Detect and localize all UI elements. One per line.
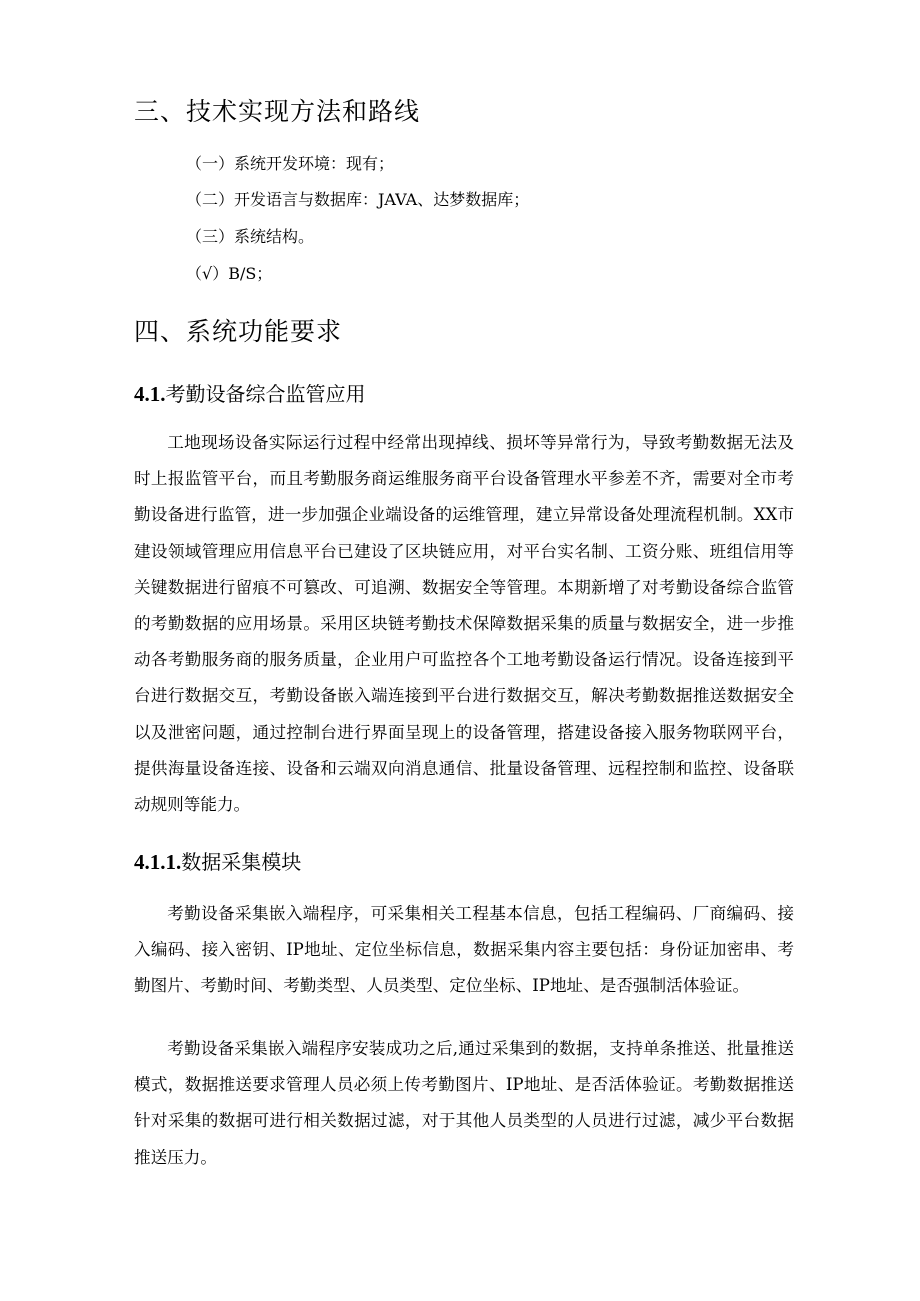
subsection-4-1-1-heading xyxy=(134,848,301,876)
subsection-4-1-1-paragraph-2: 考勤设备采集嵌入端程序安装成功之后,通过采集到的数据，支持单条推送、批量推送模式，数据推送要求管理人员必须上传考勤图片、IP地址、是否活体验证。考勤数据推送针对采集的数据可进行相关数据过滤，对于其他人员类型的人员进行过滤，减少平台数据推送压力。 xyxy=(134,1039,794,1167)
subsection-4-1-number: 4.1. xyxy=(134,382,166,406)
list-item-system-structure: （三）系统结构。 xyxy=(186,227,315,246)
subsection-4-1-title: 考勤设备综合监管应用 xyxy=(165,382,366,406)
subsection-4-1-1-title: 数据采集模块 xyxy=(181,850,302,874)
subsection-4-1-1-number: 4.1.1. xyxy=(134,850,182,874)
list-item-dev-environment: （一）系统开发环境：现有； xyxy=(186,154,395,173)
list-item-bs: （√）B/S； xyxy=(186,264,273,283)
subsection-4-1-1-paragraph-1: 考勤设备采集嵌入端程序，可采集相关工程基本信息，包括工程编码、厂商编码、接入编码、接入密钥、IP地址、定位坐标信息，数据采集内容主要包括：身份证加密串、考勤图片、考勤时间、考勤类型、人员类型、定位坐标、IP地址、是否强制活体验证。 xyxy=(134,904,794,996)
section-4-heading: 四、系统功能要求 xyxy=(134,317,343,346)
list-item-language-database: （二）开发语言与数据库：JAVA、达梦数据库； xyxy=(186,190,530,209)
section-3-heading: 三、技术实现方法和路线 xyxy=(134,97,421,126)
subsection-4-1-paragraph: 工地现场设备实际运行过程中经常出现掉线、损坏等异常行为，导致考勤数据无法及时上报监管平台，而且考勤服务商运维服务商平台设备管理水平参差不齐，需要对全市考勤设备进行监管，进一步加强企业端设备的运维管理，建立异常设备处理流程机制。XX市建设领域管理应用信息平台已建设了区块链应用，对平台实名制、工资分账、班组信用等关键数据进行留痕不可篡改、可追溯、数据安全等管理。本期新增了对考勤设备综合监管的考勤数据的应用场景。采用区块链考勤技术保障数据采集的质量与数据安全，进一步推动各考勤服务商的服务质量，企业用户可监控各个工地考勤设备运行情况。设备连接到平台进行数据交互，考勤设备嵌入端连接到平台进行数据交互，解决考勤数据推送数据安全以及泄密问题，通过控制台进行界面呈现上的设备管理，搭建设备接入服务物联网平台，提供海量设备连接、设备和云端双向消息通信、批量设备管理、远程控制和监控、设备联动规则等能力。 xyxy=(134,433,794,815)
subsection-4-1-heading xyxy=(134,380,366,408)
